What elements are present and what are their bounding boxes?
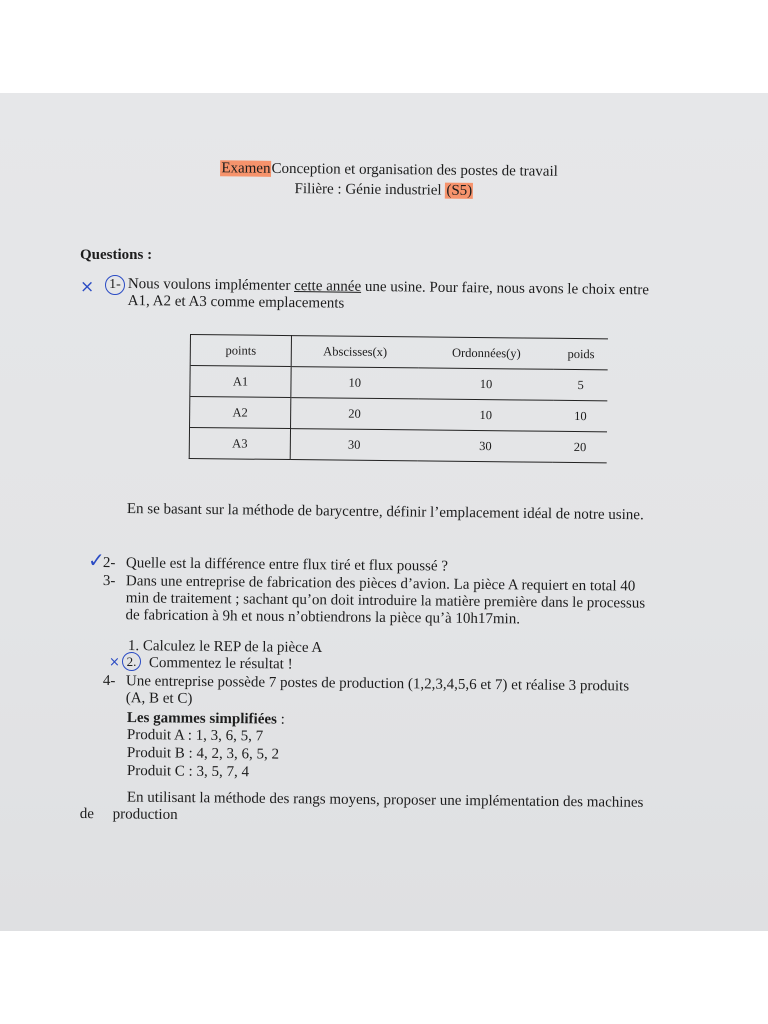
questions-heading: Questions : bbox=[80, 247, 153, 263]
table-header: Ordonnées(y) bbox=[418, 337, 554, 369]
table-cell: 30 bbox=[290, 429, 418, 461]
table-cell: 10 bbox=[418, 368, 554, 400]
table-cell: A3 bbox=[189, 428, 290, 460]
q1-instruction: En se basant sur la méthode de barycentre, définir l’emplacement idéal de notre usine. bbox=[126, 501, 644, 524]
q1-underlined: cette année bbox=[294, 278, 362, 295]
q3-line2: min de traitement ; sachant qu’on doit introduire la matière première dans le processus bbox=[125, 590, 646, 612]
q4-instruction bbox=[80, 789, 644, 829]
q4-instruction-line1: En utilisant la méthode des rangs moyens, proposer une implémentation des machines bbox=[126, 789, 644, 811]
table-cell: A2 bbox=[190, 397, 291, 429]
subtitle-text: Filière : Génie industriel bbox=[294, 181, 442, 199]
table-cell: 10 bbox=[553, 400, 607, 432]
semester-highlight: (S5) bbox=[446, 182, 473, 199]
locations-table bbox=[189, 334, 608, 463]
q1-text-after: une usine. Pour faire, nous avons le choix entre bbox=[364, 278, 650, 299]
q4-line2: (A, B et C) bbox=[125, 690, 193, 707]
table-cell: 30 bbox=[417, 430, 553, 462]
product-b-route: Produit B : 4, 2, 3, 6, 5, 2 bbox=[126, 745, 280, 763]
exam-header bbox=[0, 156, 768, 204]
table-header: poids bbox=[554, 338, 608, 370]
q2 bbox=[103, 555, 448, 576]
x-mark-icon: × bbox=[109, 655, 120, 670]
q3-sub1: 1. Calculez le REP de la pièce A bbox=[127, 638, 323, 657]
table-row bbox=[189, 428, 607, 463]
q3-line3: de fabrication à 9h et nous n’obtiendrons la pièce qu’à 10h17min. bbox=[125, 607, 521, 628]
title-text: Conception et organisation des postes de travail bbox=[271, 160, 558, 180]
table-header: Abscisses(x) bbox=[291, 336, 419, 368]
q4 bbox=[103, 673, 630, 713]
q3-text: Dans une entreprise de fabrication des pièces d’avion. La pièce A requiert en total 40 bbox=[125, 573, 636, 595]
q1-text bbox=[128, 276, 649, 316]
q4-instruction-line2: de production bbox=[79, 805, 178, 824]
q2-number: 2- bbox=[102, 555, 116, 572]
q4-number: 4- bbox=[102, 673, 116, 690]
table-header-row bbox=[190, 335, 608, 370]
gammes-title-suffix: : bbox=[276, 711, 285, 728]
table-cell: A1 bbox=[190, 366, 291, 398]
check-mark-icon: ✓ bbox=[88, 548, 105, 572]
q3 bbox=[102, 573, 645, 630]
q1-line2: A1, A2 et A3 comme emplacements bbox=[127, 292, 345, 312]
table-cell: 20 bbox=[291, 398, 419, 430]
table-row bbox=[190, 366, 608, 401]
q3-sub2: Commentez le résultat ! bbox=[148, 655, 293, 673]
q4-text: Une entreprise possède 7 postes de production (1,2,3,4,5,6 et 7) et réalise 3 produits bbox=[125, 673, 630, 695]
gammes-title-text: Les gammes simplifiées bbox=[126, 710, 277, 728]
table-header: points bbox=[190, 335, 291, 367]
q3-number: 3- bbox=[102, 573, 116, 590]
q3-sub2-number: 2. bbox=[122, 652, 141, 671]
x-mark-icon: × bbox=[80, 277, 95, 297]
table-cell: 10 bbox=[418, 399, 554, 431]
q2-text: Quelle est la différence entre flux tiré et flux poussé ? bbox=[125, 555, 449, 575]
title-highlight: Examen bbox=[221, 160, 271, 177]
table-cell: 10 bbox=[291, 367, 419, 399]
q1-text-before: Nous voulons implémenter bbox=[127, 276, 291, 294]
product-a-route: Produit A : 1, 3, 6, 5, 7 bbox=[126, 727, 264, 745]
q1-number: 1- bbox=[105, 275, 125, 295]
table-cell: 20 bbox=[553, 431, 607, 463]
gammes-title bbox=[127, 710, 285, 729]
table-row bbox=[190, 397, 608, 432]
table-cell: 5 bbox=[554, 369, 608, 401]
product-c-route: Produit C : 3, 5, 7, 4 bbox=[126, 763, 250, 781]
